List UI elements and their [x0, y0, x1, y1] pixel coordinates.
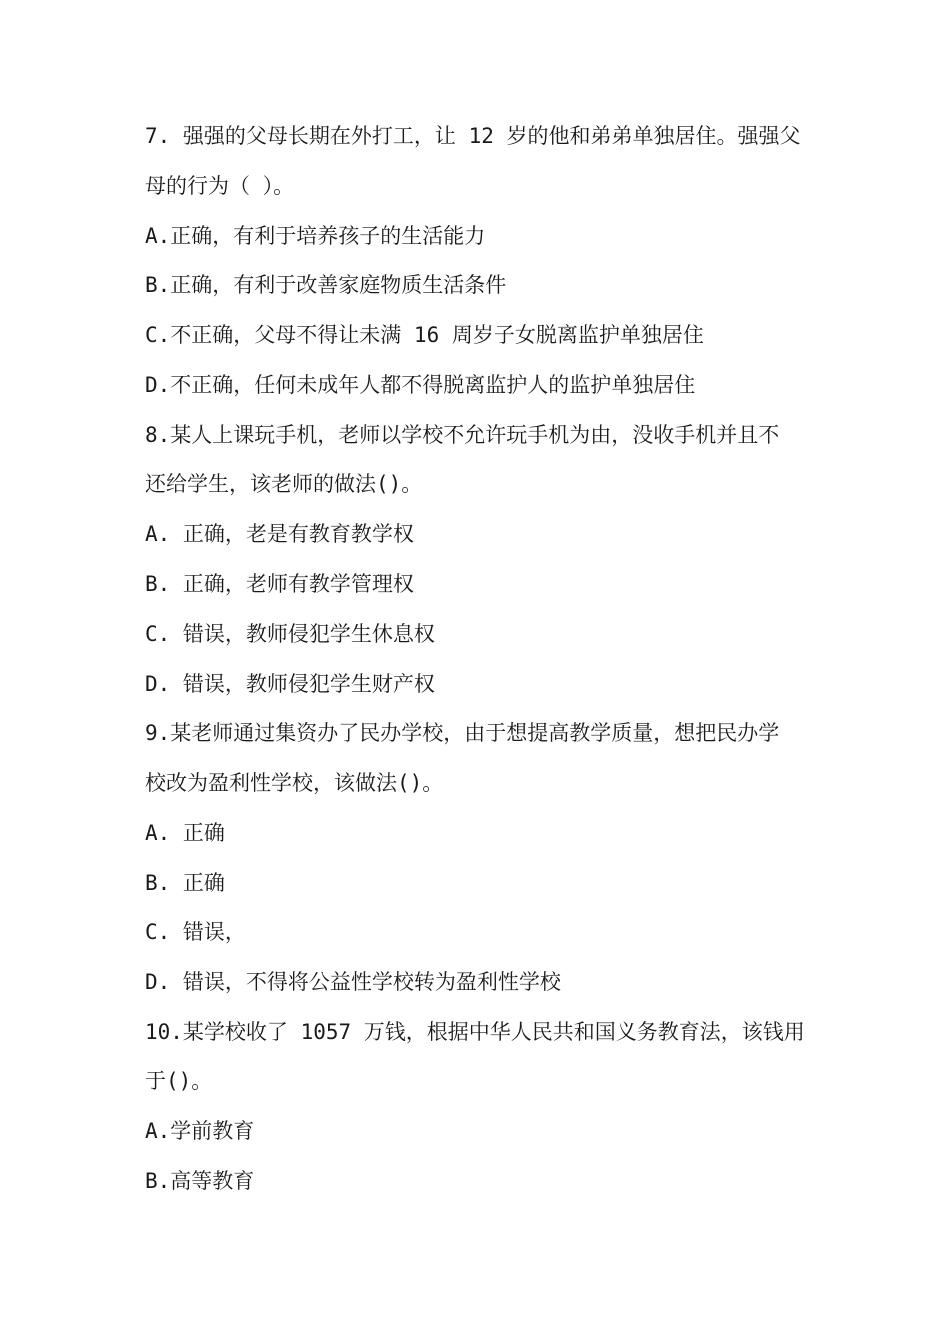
q10-option-a: A.学前教育: [145, 1119, 255, 1143]
q9-stem-line-1: 9.某老师通过集资办了民办学校，由于想提高教学质量，想把民办学: [145, 721, 780, 745]
q8-option-c: C. 错误，教师侵犯学生休息权: [145, 622, 435, 646]
q8-option-d: D. 错误，教师侵犯学生财产权: [145, 672, 435, 696]
q7-option-a: A.正确，有利于培养孩子的生活能力: [145, 224, 486, 248]
q7-stem-line-1: 7. 强强的父母长期在外打工，让 12 岁的他和弟弟单独居住。强强父: [145, 124, 801, 148]
q9-option-a: A. 正确: [145, 821, 225, 845]
q8-option-b: B. 正确，老师有教学管理权: [145, 572, 414, 596]
q8-stem-line-2: 还给学生，该老师的做法()。: [145, 472, 423, 496]
q7-option-b: B.正确，有利于改善家庭物质生活条件: [145, 273, 507, 297]
q7-option-c: C.不正确，父母不得让未满 16 周岁子女脱离监护单独居住: [145, 323, 704, 347]
q7-option-d: D.不正确，任何未成年人都不得脱离监护人的监护单独居住: [145, 373, 696, 397]
q9-stem-line-2: 校改为盈利性学校，该做法()。: [145, 771, 444, 795]
q7-stem-line-2: 母的行为（ ）。: [145, 174, 295, 198]
q10-stem-line-1: 10.某学校收了 1057 万钱，根据中华人民共和国义务教育法，该钱用: [145, 1020, 805, 1044]
q8-option-a: A. 正确，老是有教育教学权: [145, 522, 414, 546]
q9-option-d: D. 错误，不得将公益性学校转为盈利性学校: [145, 970, 561, 994]
q9-option-b: B. 正确: [145, 871, 225, 895]
q9-option-c: C. 错误，: [145, 920, 246, 944]
q8-stem-line-1: 8.某人上课玩手机，老师以学校不允许玩手机为由，没收手机并且不: [145, 423, 780, 447]
q10-option-b: B.高等教育: [145, 1169, 255, 1193]
q10-stem-line-2: 于()。: [145, 1069, 213, 1093]
